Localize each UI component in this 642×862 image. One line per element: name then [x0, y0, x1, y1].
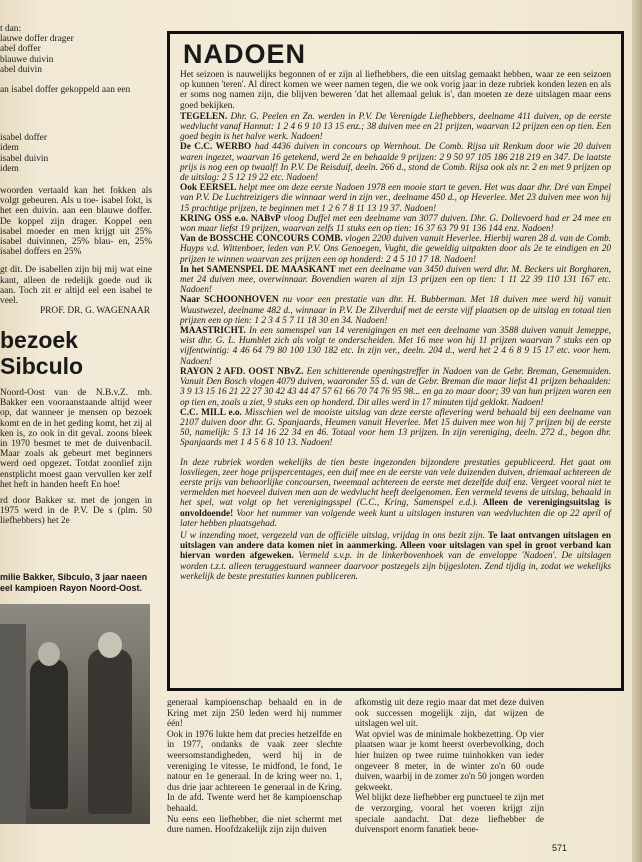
entry-text: vlogen 2200 duiven vanuit Heverlee. Hierbij waren 28 d. van de Comb. Huyps v.d. Wittenboer, leden van P.V. Ons Genoegen, Vught, die geweldig uitpakten door als 2e te eindigen en 20 prijzen te winnen waarvan zes prijzen een op honderd: 2 4 5 10 17 18. Nadoen! [180, 234, 611, 265]
nadoen-entry [180, 214, 611, 234]
entry-text: vloog Duffel met een deelname van 3077 duiven. Dhr. G. Dollevoerd had er 24 mee en won maar liefst 19 prijzen, waarvan zelfs 11 stuks een op tien: 16 37 63 79 91 136 144 enz. Nadoen! [180, 213, 611, 235]
left-line: lauwe doffer drager [0, 34, 74, 45]
entry-text: Een schitterende openingstreffer in Nadoen van de Gebr. Breman, Genemuiden. Vanuit Den Bosch vlogen 4079 duiven, waaronder 55 d. van de Gebr. Breman die maar liefst 41 prijzen behaalden: 3 9 13 15 16 21 22 27 30 42 43 44 47 57 61 66 70 74 76 95 98... en ga zo maar door; 39 van hun prijzen waren een op tien en, zoals u ziet, 9 stuks een op honderd. Dit alles werd in 17 minuten tijd geklokt. Nadoen! [180, 366, 611, 408]
entry-head: Naar SCHOONHOVEN [180, 295, 279, 306]
nadoen-entry [180, 367, 611, 408]
family-photo [0, 604, 150, 824]
left-article-text [0, 388, 152, 527]
nadoen-entry [180, 112, 611, 143]
photo-person-head [38, 642, 60, 666]
body-paragraph: generaal kampioenschap behaald en in de Kring met zijn 250 leden werd hij nummer één! [167, 697, 342, 729]
article-author: PROF. DR. G. WAGENAAR [39, 306, 150, 317]
page-spine-shadow [632, 0, 642, 862]
nadoen-submission [180, 531, 611, 582]
body-paragraph: Nu eens een liefhebber, die niet schermt met dure namen. Hoofdzakelijk zijn zijn duiven [167, 813, 342, 835]
entry-text: In een samenspel van 14 verenigingen en met een deelname van 3588 duiven vanuit Jemeppe, wist dhr. G. L. Humblet zich als volgt te onderscheiden. Met 16 mee won hij 11 prijzen waarvan 7 stuks een op vijfentwintig: 4 46 64 79 80 100 130 182 etc. In zijn ver., deeln. 204 d., werd het 2 4 6 8 9 15 17 etc. voor hem. Nadoen! [180, 326, 611, 367]
left-line: idem [0, 163, 19, 174]
entry-text: nu voor een prestatie van dhr. H. Bubberman. Met 18 duiven mee werd hij vanuit Wuustwezel, deelname 482 d., winnaar in P.V. De Zilverduif met de eerste vijf plaatsen op de uitslag en totaal tien prijzen een op tien: 1 2 3 4 5 7 11 18 30 en 34. Nadoen! [180, 295, 611, 326]
entry-head: Ook EERSEL [180, 183, 237, 194]
entry-text: met een deelname van 3450 duiven werd dhr. M. Beckers uit Borgharen, met 24 duiven mee, overwinnaar. Bovendien waren al zijn 13 prijzen een op tien: 1 11 22 39 110 131 167 etc. Nadoen! [180, 264, 611, 296]
entry-text: Misschien wel de mooiste uitslag van deze eerste aflevering werd behaald bij een deelname van 2107 duiven door dhr. G. Spanjaards, Heumen vanuit Heverlee. Met 15 duiven mee won hij 7 prijzen bij de eerste 50, namelijk: 5 13 14 16 22 34 en 46. Totaal voor hem 13 prijzen. In zijn vereniging, deeln. 272 d., begon dhr. Spanjaards met 1 4 5 6 8 10 13. Nadoen! [180, 407, 611, 449]
entry-head: TEGELEN. [180, 111, 228, 122]
nadoen-title: NADOEN [183, 39, 307, 69]
left-line: an isabel doffer gekoppeld aan een [0, 85, 131, 96]
entry-head: In het SAMENSPEL DE MAASKANT [180, 264, 336, 275]
entry-head: C.C. MILL e.o. [180, 407, 242, 418]
photo-loft-door [0, 624, 26, 824]
left-line: blauwe duivin [0, 54, 54, 65]
entry-text: helpt mee om deze eerste Nadoen 1978 een mooie start te geven. Het was daar dhr. Dré van Empel van P.V. De Luchtreizigers die winnaar werd in zijn ver., deelname 450 d., op Heverlee. Met 23 duiven mee won hij 15 prachtige prijzen, te beginnen met 1 2 6 7 8 11 13 19 37. Nadoen! [180, 183, 611, 214]
left-paragraph: rd door Bakker sr. met de jongen in 1975 werd in de P.V. De s (plm. 50 liefhebbers) het 2e [0, 496, 152, 527]
entry-head: De C.C. WERBO [180, 142, 252, 153]
entry-head: MAASTRICHT. [180, 326, 246, 337]
nadoen-entry [180, 408, 611, 449]
rules-text: In deze rubriek worden wekelijks de tien beste ingezonden bijzondere prestaties gepubliceerd. Het gaat om losvliegen, zeer hoge prijspercentages, een duif mee en de eerste van vele duizenden duiven, driemaal achtereen de eerste prijs van behoorlijke concoursen, tweemaal achtereen de eerste met dezelfde duif enz. Vergeet vooral niet te vermelden met hoeveel duiven men aan de wedvlucht heeft deelgenomen. Een vermeld tevens de uitslag, behaald in het spel, wat volgt op het verenigingsspel (C.C., Kring, Samenspel e.d.). [180, 457, 611, 509]
entry-head: KRING OSS e.o. NABvP [180, 213, 281, 224]
nadoen-entry [180, 326, 611, 367]
entry-text: had 4436 duiven in concours op Wernhout. De Comb. Rijsa uit Renkum door wie 20 duiven waren ingezet, waarvan 16 getekend, werd 2e en behaalde 9 prijzen: 2 9 50 97 105 186 218 219 en 347. De laatste prijs is nog een op twaalf! In P.V. De Reisduif, deeln. 266 d., stond de Comb. Rijsa ook als nr. 2 en met 9 prijzen op de uitslag: 2 5 12 19 22 etc. Nadoen! [180, 142, 611, 184]
nadoen-entry [180, 234, 611, 265]
left-line: abel duivin [0, 64, 42, 75]
entry-head: RAYON 2 AFD. OOST NBvZ. [180, 366, 304, 377]
photo-person [30, 659, 68, 809]
article-heading-line1: bezoek [0, 327, 78, 353]
left-line: idem [0, 143, 19, 154]
photo-person-head [98, 632, 122, 658]
left-line: t dan: [0, 24, 22, 34]
left-paragraph: gt dit. De isabellen zijn bij mij wat eine kant, alleen de redelijk goede oud ik aan. Toch zit er altijd eel een isabel te veel. [0, 265, 152, 307]
nadoen-box [167, 31, 624, 691]
submission-emphasis: Te laat ontvangen uitslagen en uitslagen van andere data komen niet in aanmerking. Alleen voor uitslagen van spel in groot verband kan hiervan worden afgeweken. [180, 530, 611, 562]
entry-text: Dhr. G. Peelen en Zn. werden in P.V. De Verenigde Liefhebbers, deelname 411 duiven, op de eerste wedvlucht vanaf Hannut: 1 2 4 6 9 10 13 15 enz.; 38 duiven mee en 21 prijzen, waarvan 12 prijzen een op tien. Een goed begin is het halve werk. Nadoen! [180, 111, 611, 143]
left-line: abel doffer [0, 44, 41, 55]
article-heading-line2: Sibculo [0, 353, 84, 379]
photo-caption: milie Bakker, Sibculo, 3 jaar naeen eel kampioen Rayon Noord-Oost. [0, 572, 148, 593]
body-paragraph: Ook in 1976 lukte hem dat precies hetzelfde en in 1977, ondanks de vaak zeer slechte weersomstandigheden, werd hij in de vereniging 1e vitesse, 1e midfond, 1e fond, 1e natour en 1e generaal. In de kring weer no. 1, dus drie jaar achtereen 1e generaal in de Kring. In de afd. Twente werd het 8e kampioenschap behaald. [167, 728, 342, 813]
nadoen-rules [180, 458, 611, 529]
submission-text: Vermeld s.v.p. in de linkerbovenhoek van de enveloppe 'Nadoen'. De uitslagen worden t.z.t. alleen teruggestuurd wanneer daarvoor postzegels zijn bijgesloten. Zend tijdig in, zodat we wekelijks werkelijk de beste prestaties kunnen publiceren. [180, 551, 611, 582]
left-line: isabel duivin [0, 153, 49, 164]
page-number: 571 [552, 843, 568, 853]
submission-text: U w inzending moet, vergezeld van de officiële uitslag, vrijdag in ons bezit zijn. [180, 530, 485, 541]
nadoen-entry [180, 183, 611, 214]
nadoen-entry [180, 142, 611, 183]
nadoen-intro: Het seizoen is nauwelijks begonnen of er zijn al liefhebbers, die een uitslag gemaakt hebben, waar ze een seizoen op kunnen 'teren'. Al direct komen we weer namen tegen, die we ook vorig jaar in deze rubriek konden lezen en als er soms nog namen zijn, die blijven beweren 'dat het allemaal geluk is', dan moeten ze deze uitslagen maar eens goed bekijken. [180, 70, 611, 111]
entry-head: Van de BOSSCHE CONCOURS COMB. [180, 234, 343, 245]
left-line: isabel doffer [0, 133, 47, 144]
photo-person [88, 649, 132, 814]
left-column-text [0, 24, 152, 316]
nadoen-entry [180, 265, 611, 296]
bottom-column-3 [355, 697, 544, 835]
left-paragraph: Noord-Oost van de N.B.v.Z. mb. Bakker een vooraanstaande altijd weer op, dat wanneer je mensen op bezoek komt en de in het geding komt, het zij al ken is, zo ook in dit geval. zoons bleek in 1970 besmet te met de duivenbacil. Maar zoals ak gebeurt met beginners werd oed opgezet. Totdat zoonlief zijn enstplicht moest gaan vervullen ker zelf het heft in handen heeft En hoe! [0, 388, 152, 490]
body-paragraph: Wat opviel was de minimale hokbezetting. Op vier plaatsen waar je komt heerst overbevolking, doch hier huizen op twee ruime tuinhokken van ieder ongeveer 8 meter, in de winter zo'n 60 oude duiven, waarbij in de zomer zo'n 50 jongen worden gekweekt. [355, 728, 544, 792]
rules-text: Voor het nummer van volgende week kunt u uitslagen insturen van wedvluchten die op 22 april of later hebben plaatsgehad. [180, 508, 611, 529]
nadoen-entry [180, 295, 611, 326]
left-paragraph: woorden vertaald kan het fokken als volgt gebeuren. Als u toe- isabel fokt, is het een duivin. aan een blauwe doffer. De koppel zijn drager. Koppel een isabel moeder en men krijgt uit 25% isabel duivinnen, 25% blau- en, 25% isabel doffers en 25% [0, 186, 152, 258]
bottom-column-2 [167, 697, 342, 835]
body-paragraph: Wel blijkt deze liefhebber erg punctueel te zijn met de verzorging, vooral het voeren krijgt zijn speciale aandacht. Dat deze liefhebber de duivensport enorm fanatiek beoe- [355, 792, 544, 835]
body-paragraph: afkomstig uit deze regio maar dat met deze duiven ook successen mogelijk zijn, dat wijzen de uitslagen wel uit. [355, 697, 544, 729]
rules-emphasis: Alleen de verenigingsuitslag is onvoldoende! [180, 498, 611, 519]
